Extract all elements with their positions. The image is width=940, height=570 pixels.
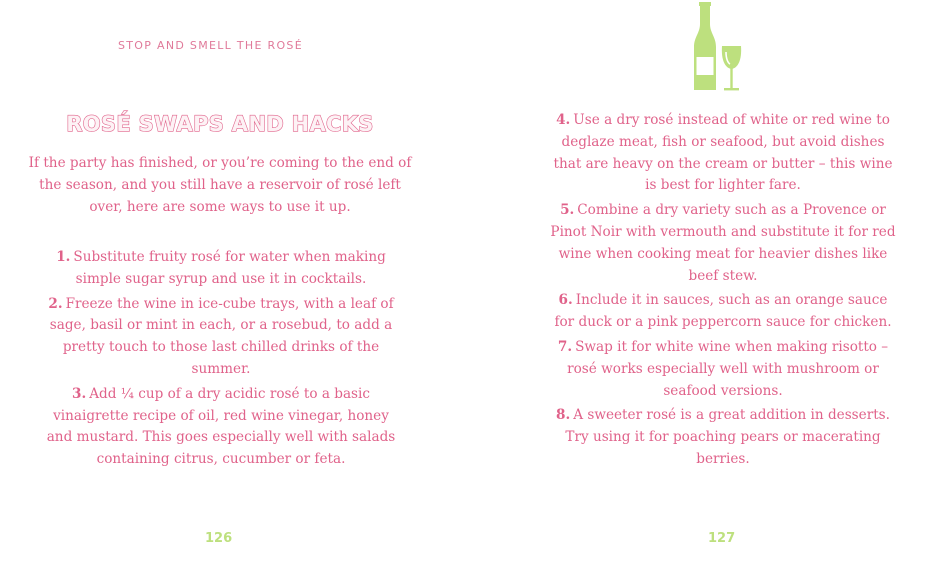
- tip-item: [550, 337, 896, 402]
- bottle-label: [697, 57, 714, 75]
- wine-bottle-and-glass-icon: [694, 2, 750, 94]
- tips-list-right: [550, 110, 896, 474]
- tip-text: Use a dry rosé instead of white or red wine to deglaze meat, fish or seafood, but avoid dishes that are heavy on the cream or butter – this wine is best for lighter fare.: [553, 112, 893, 194]
- tip-number: 1.: [56, 249, 71, 265]
- tips-list-left: [40, 247, 402, 474]
- tip-number: 7.: [557, 338, 573, 355]
- tip-text: Freeze the wine in ice-cube trays, with a leaf of sage, basil or mint in each, or a rosebud, to add a pretty touch to those last chilled drinks of the summer.: [49, 295, 394, 377]
- bottle-lip: [699, 2, 711, 6]
- tip-item: [550, 405, 896, 470]
- tip-text: Substitute fruity rosé for water when making simple sugar syrup and use it in cocktails.: [73, 249, 386, 287]
- section-heading: ROSÉ SWAPS AND HACKS: [66, 112, 374, 136]
- right-page: [470, 0, 940, 570]
- tip-text: Swap it for white wine when making risotto – rosé works especially well with mushroom or seafood versions.: [567, 338, 889, 399]
- tip-text: Combine a dry variety such as a Provence or Pinot Noir with vermouth and substitute it for red wine when cooking meat for heavier dishes like beef stew.: [550, 202, 896, 284]
- tip-number: 2.: [48, 295, 63, 312]
- glass-foot: [724, 88, 739, 90]
- tip-item: [40, 247, 402, 291]
- tip-item: [40, 384, 402, 471]
- tip-number: 3.: [71, 385, 87, 402]
- tip-text: Include it in sauces, such as an orange sauce for duck or a pink peppercorn sauce for chicken.: [554, 292, 892, 331]
- page-number: 126: [205, 531, 233, 546]
- tip-number: 6.: [558, 292, 573, 309]
- tip-number: 5.: [560, 202, 575, 219]
- tip-item: [550, 110, 896, 197]
- page-number: 127: [708, 531, 736, 546]
- tip-item: [550, 200, 896, 287]
- tip-number: 8.: [556, 407, 571, 424]
- tip-item: [550, 290, 896, 334]
- tip-item: [40, 294, 402, 381]
- running-head: STOP AND SMELL THE ROSÉ: [118, 39, 303, 52]
- tip-number: 4.: [556, 112, 571, 128]
- bottle-body: [694, 6, 716, 90]
- glass-bowl: [722, 46, 741, 69]
- tip-text: A sweeter rosé is a great addition in desserts. Try using it for poaching pears or macerating berries.: [565, 407, 890, 467]
- intro-paragraph: If the party has finished, or you’re coming to the end of the season, and you still have a reservoir of rosé left over, here are some ways to use it up.: [28, 155, 412, 215]
- tip-text: Add ¼ cup of a dry acidic rosé to a basic vinaigrette recipe of oil, red wine vinegar, honey and mustard. This goes especially well with salads containing citrus, cucumber or feta.: [46, 385, 396, 468]
- glass-stem: [730, 68, 732, 88]
